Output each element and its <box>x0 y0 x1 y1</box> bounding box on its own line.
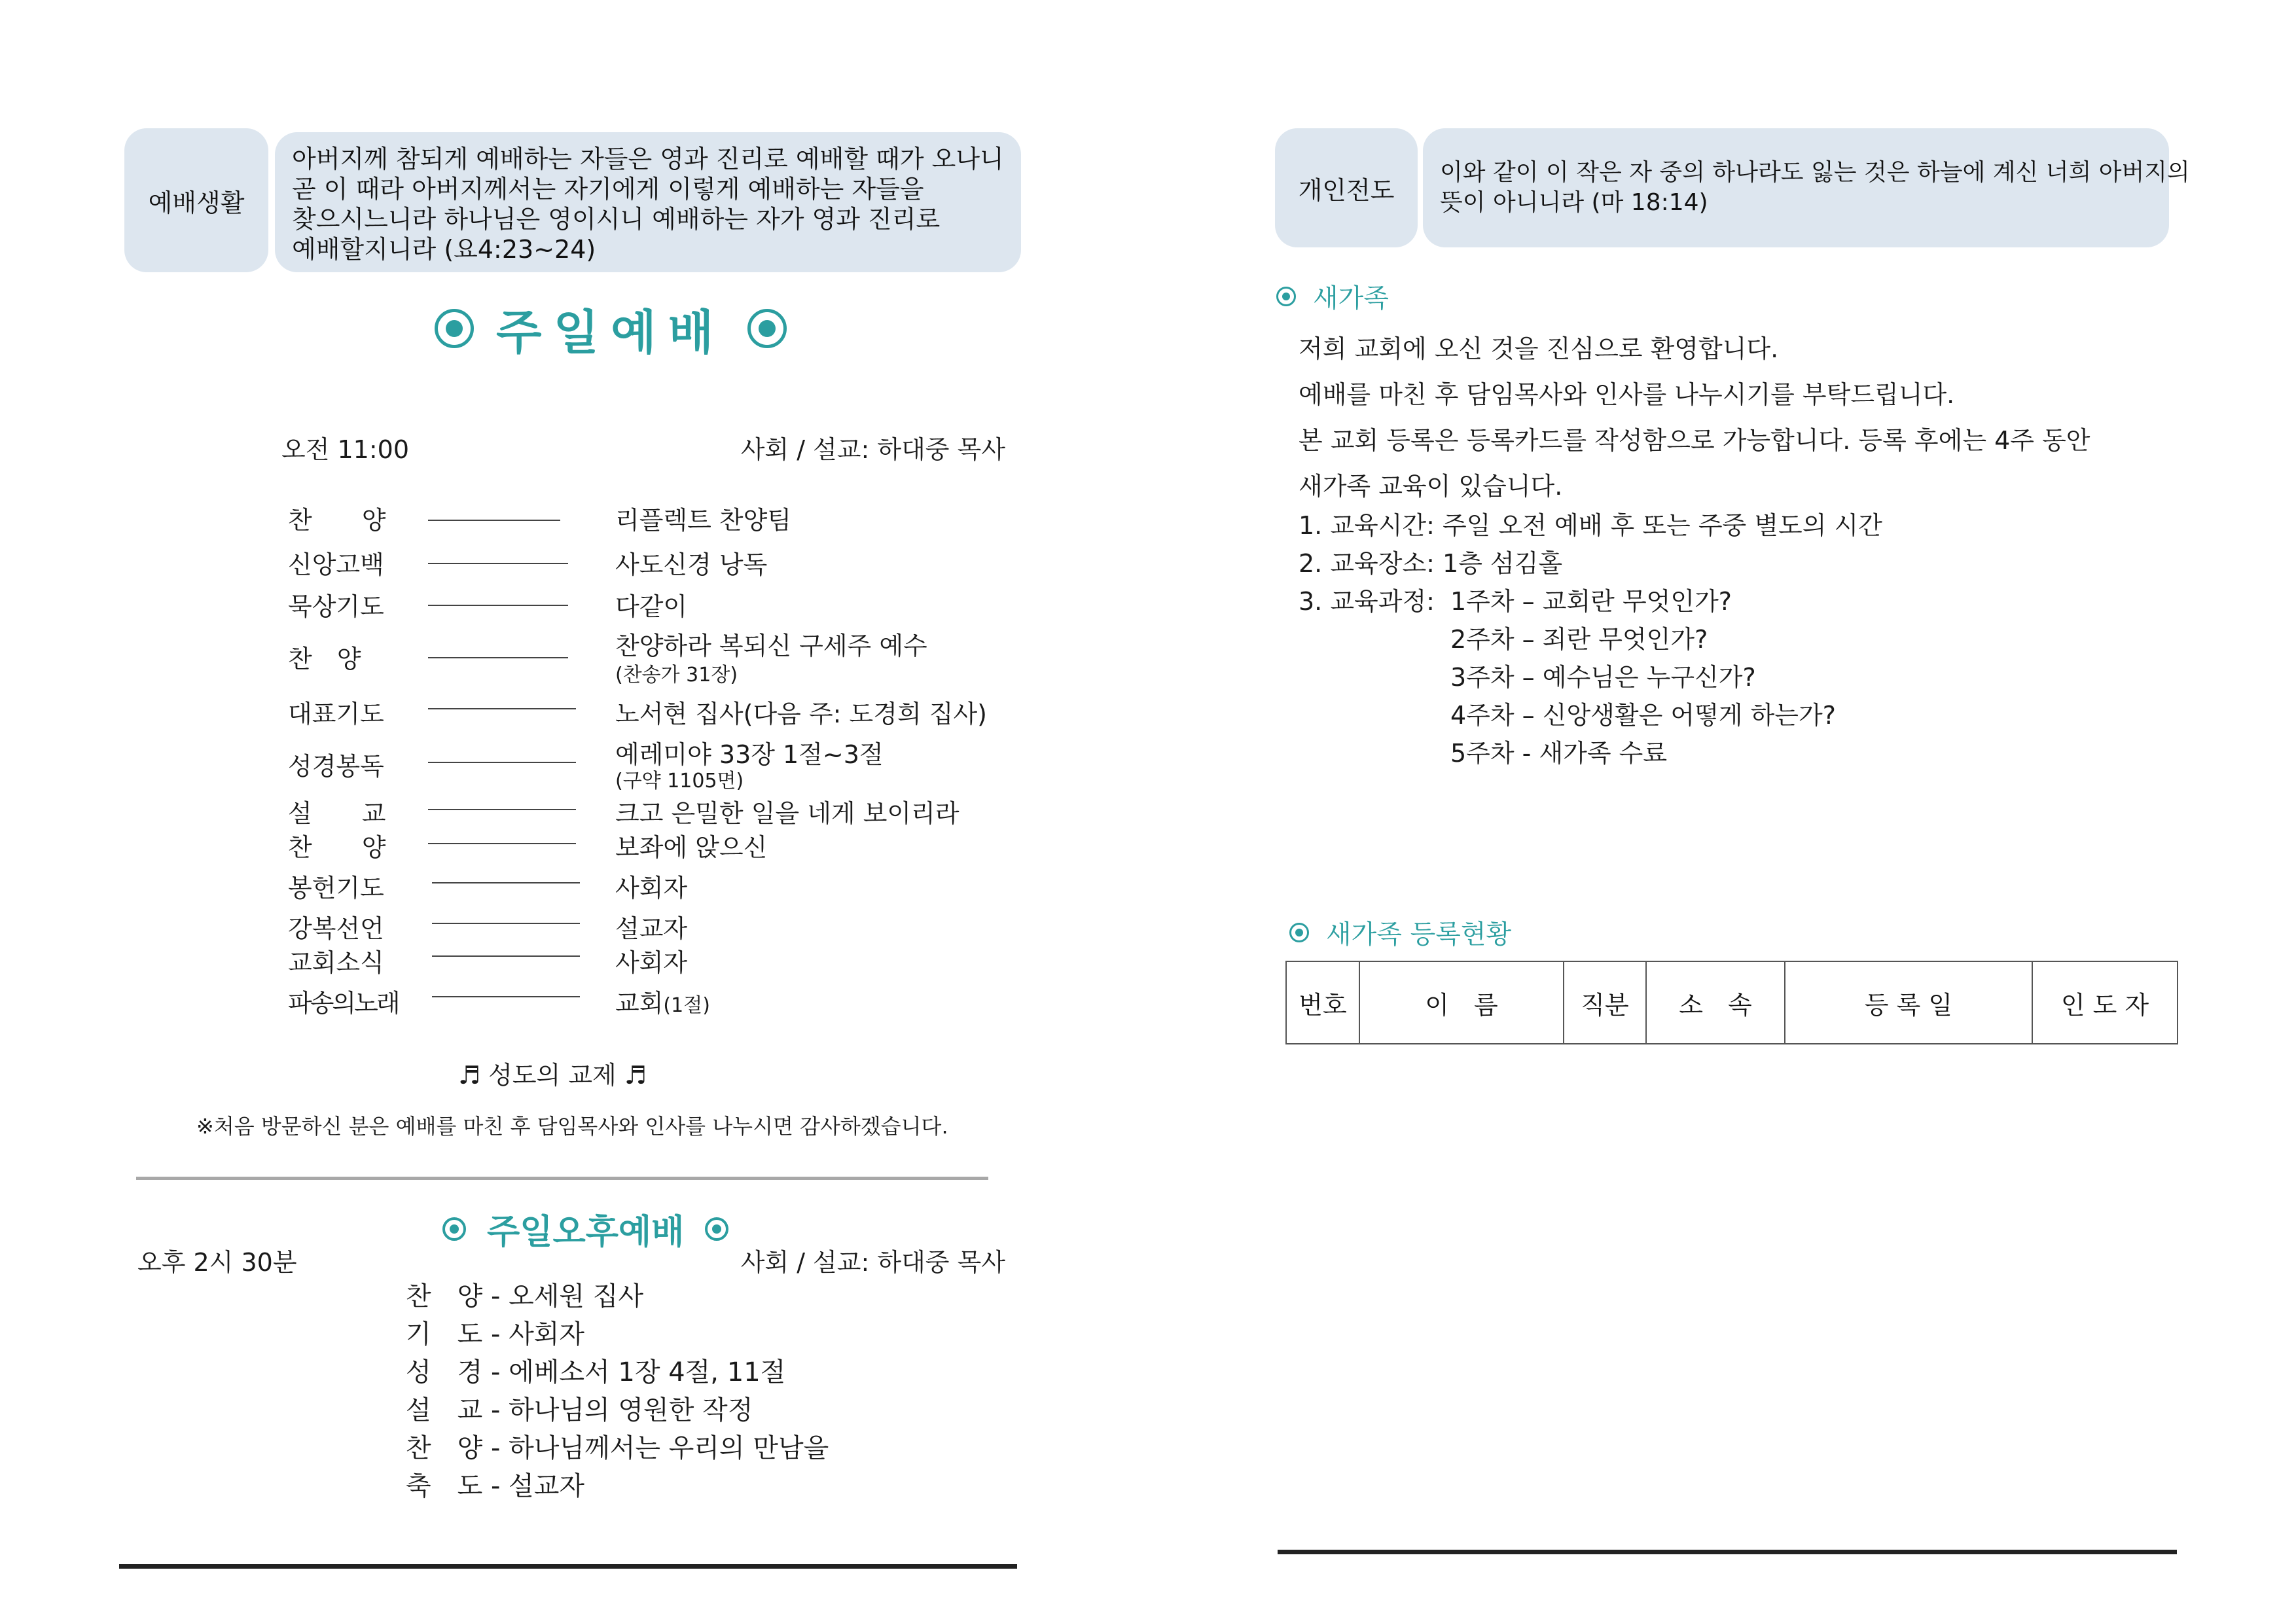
column-header-registration-date: 등 록 일 <box>1785 961 2032 1044</box>
sunday-service-time: 오전 11:00 <box>281 435 410 464</box>
worship-life-tag: 예배생활 <box>124 128 268 272</box>
order-value: 다같이 <box>615 592 688 621</box>
page-bottom-rule <box>1278 1550 2177 1554</box>
course-item: 4주차 – 신앙생활은 어떻게 하는가? <box>1450 701 1836 730</box>
order-label: 찬 양 <box>288 645 361 673</box>
order-leader-line <box>428 843 576 844</box>
afternoon-service-time: 오후 2시 30분 <box>137 1248 297 1277</box>
section-divider <box>136 1177 988 1180</box>
verse-line: 예배할지니라 (요4:23~24) <box>292 235 596 264</box>
new-family-heading-text: 새가족 <box>1313 283 1389 313</box>
order-leader-line <box>428 809 576 810</box>
order-value: 예레미야 33장 1절~3절 <box>615 740 884 769</box>
column-header-affiliation: 소 속 <box>1646 961 1785 1044</box>
worship-life-verse <box>275 132 1021 272</box>
order-leader-line <box>428 708 576 709</box>
registration-heading-text: 새가족 등록현황 <box>1326 919 1512 950</box>
page-bottom-rule <box>119 1564 1017 1569</box>
target-bullet-icon <box>435 309 474 348</box>
fellowship-line: ♬ 성도의 교제 ♬ <box>458 1061 647 1090</box>
target-bullet-icon <box>705 1217 728 1241</box>
sunday-service-title <box>435 297 787 360</box>
registration-heading <box>1289 914 1511 951</box>
order-label: 강복선언 <box>288 914 384 943</box>
order-leader-line <box>432 996 580 997</box>
order-label: 성경봉독 <box>288 752 384 781</box>
column-header-number: 번호 <box>1286 961 1359 1044</box>
order-label: 교회소식 <box>288 948 384 977</box>
intro-line: 본 교회 등록은 등록카드를 작성함으로 가능합니다. 등록 후에는 4주 동안 <box>1299 426 2090 455</box>
order-sub: (1절) <box>663 994 710 1017</box>
verse-line: 뜻이 아니니라 (마 18:14) <box>1440 189 1708 216</box>
order-value: 노서현 집사(다음 주: 도경희 집사) <box>615 700 987 728</box>
afternoon-service-title <box>442 1204 728 1253</box>
order-value: 사도신경 낭독 <box>615 550 768 579</box>
afternoon-order-item: 설 교 - 하나님의 영원한 작정 <box>406 1395 753 1425</box>
verse-line: 곧 이 때라 아버지께서는 자기에게 이렇게 예배하는 자들을 <box>292 175 924 204</box>
registration-table <box>1285 961 2178 1044</box>
education-time: 1. 교육시간: 주일 오전 예배 후 또는 주중 별도의 시간 <box>1299 511 1882 540</box>
education-place: 2. 교육장소: 1층 섬김홀 <box>1299 549 1563 578</box>
sunday-service-title-text: 주일예배 <box>496 305 726 360</box>
education-course-label: 3. 교육과정: <box>1299 587 1435 616</box>
order-value: 리플렉트 찬양팀 <box>615 506 792 535</box>
order-label: 찬 양 <box>288 833 386 862</box>
verse-line: 이와 같이 이 작은 자 중의 하나라도 잃는 것은 하늘에 계신 너희 아버지의 <box>1440 159 2190 186</box>
afternoon-order-list <box>406 1277 829 1505</box>
afternoon-order-item: 성 경 - 에베소서 1장 4절, 11절 <box>406 1357 786 1387</box>
order-leader-line <box>428 762 576 763</box>
afternoon-service-presider: 사회 / 설교: 하대중 목사 <box>740 1248 1005 1277</box>
column-header-guide: 인 도 자 <box>2032 961 2178 1044</box>
course-item: 2주차 – 죄란 무엇인가? <box>1450 625 1708 654</box>
afternoon-service-title-text: 주일오후예배 <box>487 1213 685 1252</box>
order-value: 사회자 <box>615 948 688 977</box>
new-family-intro <box>1299 326 2090 509</box>
order-label: 대표기도 <box>288 700 384 728</box>
order-value: 크고 은밀한 일을 네게 보이리라 <box>615 799 960 828</box>
sunday-service-presider: 사회 / 설교: 하대중 목사 <box>740 435 1005 464</box>
order-leader-line <box>432 955 580 957</box>
intro-line: 새가족 교육이 있습니다. <box>1299 472 1563 501</box>
target-bullet-icon <box>442 1217 466 1241</box>
course-item: 5주차 - 새가족 수료 <box>1450 739 1668 768</box>
column-header-position: 직분 <box>1564 961 1646 1044</box>
afternoon-order-item: 기 도 - 사회자 <box>406 1319 585 1349</box>
column-header-name: 이 름 <box>1359 961 1564 1044</box>
order-label: 찬 양 <box>288 506 386 535</box>
course-list <box>1450 582 1836 772</box>
afternoon-order-item: 찬 양 - 오세원 집사 <box>406 1281 644 1311</box>
order-leader-line <box>428 657 568 658</box>
order-label: 묵상기도 <box>288 592 384 621</box>
order-leader-line <box>432 882 580 883</box>
verse-line: 아버지께 참되게 예배하는 자들은 영과 진리로 예배할 때가 오나니 <box>292 145 1004 173</box>
order-value: 사회자 <box>615 874 688 902</box>
course-item: 3주차 – 예수님은 누구신가? <box>1450 663 1756 692</box>
table-header-row <box>1286 961 2178 1044</box>
new-family-heading <box>1276 277 1389 315</box>
order-leader-line <box>428 520 560 521</box>
visitor-note: ※처음 방문하신 분은 예배를 마친 후 담임목사와 인사를 나누시면 감사하겠습니다. <box>196 1114 948 1139</box>
order-leader-line <box>428 563 568 564</box>
order-label: 파송의노래 <box>288 989 399 1018</box>
target-bullet-icon <box>747 309 787 348</box>
order-value: 설교자 <box>615 914 688 943</box>
course-item: 1주차 – 교회란 무엇인가? <box>1450 587 1732 616</box>
order-sub: (구약 1105면) <box>615 770 744 793</box>
intro-line: 저희 교회에 오신 것을 진심으로 환영합니다. <box>1299 334 1779 363</box>
evangelism-tag: 개인전도 <box>1275 128 1418 247</box>
intro-line: 예배를 마친 후 담임목사와 인사를 나누시기를 부탁드립니다. <box>1299 380 1955 409</box>
order-sub: (찬송가 31장) <box>615 664 738 687</box>
target-bullet-icon <box>1289 923 1309 942</box>
order-label: 설 교 <box>288 799 386 828</box>
order-value: 교회 <box>615 989 664 1018</box>
target-bullet-icon <box>1276 287 1296 306</box>
afternoon-order-item: 찬 양 - 하나님께서는 우리의 만남을 <box>406 1433 829 1463</box>
order-value: 찬양하라 복되신 구세주 예수 <box>615 632 927 660</box>
order-leader-line <box>428 605 568 606</box>
order-value-row <box>615 983 710 1019</box>
evangelism-verse <box>1423 128 2190 247</box>
order-label: 신앙고백 <box>288 550 384 579</box>
order-value: 보좌에 앉으신 <box>615 833 768 862</box>
afternoon-order-item: 축 도 - 설교자 <box>406 1471 585 1501</box>
order-leader-line <box>432 923 580 924</box>
order-label: 봉헌기도 <box>288 874 384 902</box>
verse-line: 찾으시느니라 하나님은 영이시니 예배하는 자가 영과 진리로 <box>292 205 941 234</box>
